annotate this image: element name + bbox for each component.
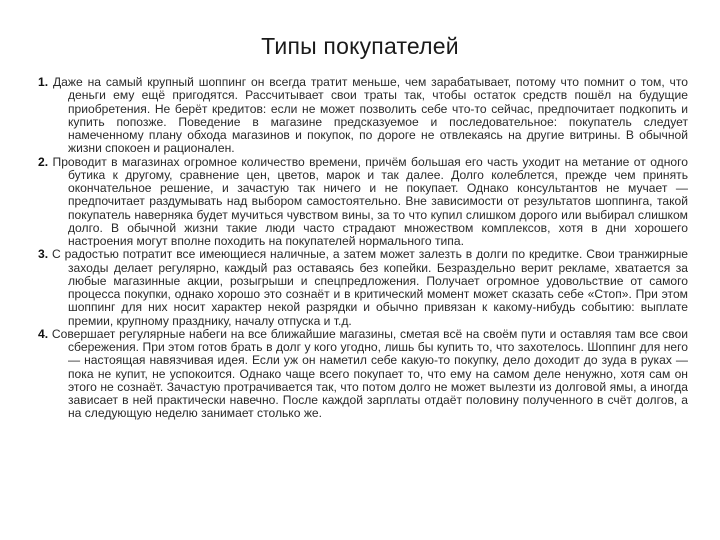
buyer-types-list bbox=[38, 76, 688, 421]
page-title: Типы покупателей bbox=[261, 33, 459, 59]
item-number: 4. bbox=[38, 326, 49, 341]
list-item-3 bbox=[38, 248, 688, 328]
item-text: Даже на самый крупный шоппинг он всегда тратит меньше, чем зарабатывает, потому что помнит о том, что деньги ему ещё пригодятся. Рассчитывает свои траты так, чтобы остаток средств пошёл на будущие приобретения. Не берёт кредитов: если не может позволить себе что-то сейчас, предпочитает подкопить и купить попозже. Поведение в магазине предсказуемое и последовательное: покупатель следует намеченному плану обхода магазинов и покупок, по дороге не отвлекаясь на другие витрины. В обычной жизни спокоен и рационален. bbox=[52, 75, 688, 156]
item-number: 1. bbox=[38, 75, 49, 89]
list-item-2 bbox=[38, 156, 688, 249]
item-number: 3. bbox=[38, 247, 49, 262]
item-text: С радостью потратит все имеющиеся наличные, а затем может залезть в долги по кредитке. Свои транжирные заходы делает регулярно, каждый раз оставаясь без копейки. Безраздельно верит рекламе, хватается за любые магазинные акции, розыгрыши и спецпредложения. Получает огромное удовольствие от самого процесса покупки, однако хорошо это сознаёт и в критический момент может сказать себе «Стоп». При этом шоппинг для них носит характер некой разрядки и обычно привязан к какому-нибудь событию: выплате премии, крупному празднику, началу отпуска и т.д. bbox=[52, 247, 688, 328]
item-number: 2. bbox=[38, 154, 49, 169]
list-item-1 bbox=[38, 76, 688, 156]
list-item-4 bbox=[38, 328, 688, 421]
item-text: Проводит в магазинах огромное количество времени, причём большая его часть уходит на метание от одного бутика к другому, сравнение цен, цветов, марок и так далее. Долго колеблется, прежде чем принять окончательное решение, и зачастую так ничего и не покупает. Однако консультантов не мучает — предпочитает раздумывать над выбором самостоятельно. Вне зависимости от результатов шоппинга, такой покупатель наверняка будет мучиться чувством вины, за то что купил слишком дорого или выбирал слишком долго. В обычной жизни такие люди часто страдают множеством комплексов, хотя в дни хорошего настроения могут вполне походить на покупателей нормального типа. bbox=[52, 154, 688, 248]
item-text: Совершает регулярные набеги на все ближайшие магазины, сметая всё на своём пути и оставляя там все свои сбережения. При этом готов брать в долг у кого угодно, лишь бы купить то, что захотелось. Шоппинг для него — настоящая навязчивая идея. Если уж он наметил себе какую-то покупку, дело доходит до зуда в руках — пока не купит, не успокоится. Однако чаще всего покупает то, что ему на самом деле ненужно, хотя сам он этого не сознаёт. Зачастую протрачивается так, что потом долго не может вылезти из долговой ямы, а иногда зависает в ней практически навечно. После каждой зарплаты отдаёт половину полученного в счёт долгов, а на следующую неделю занимает столько же. bbox=[51, 326, 688, 421]
